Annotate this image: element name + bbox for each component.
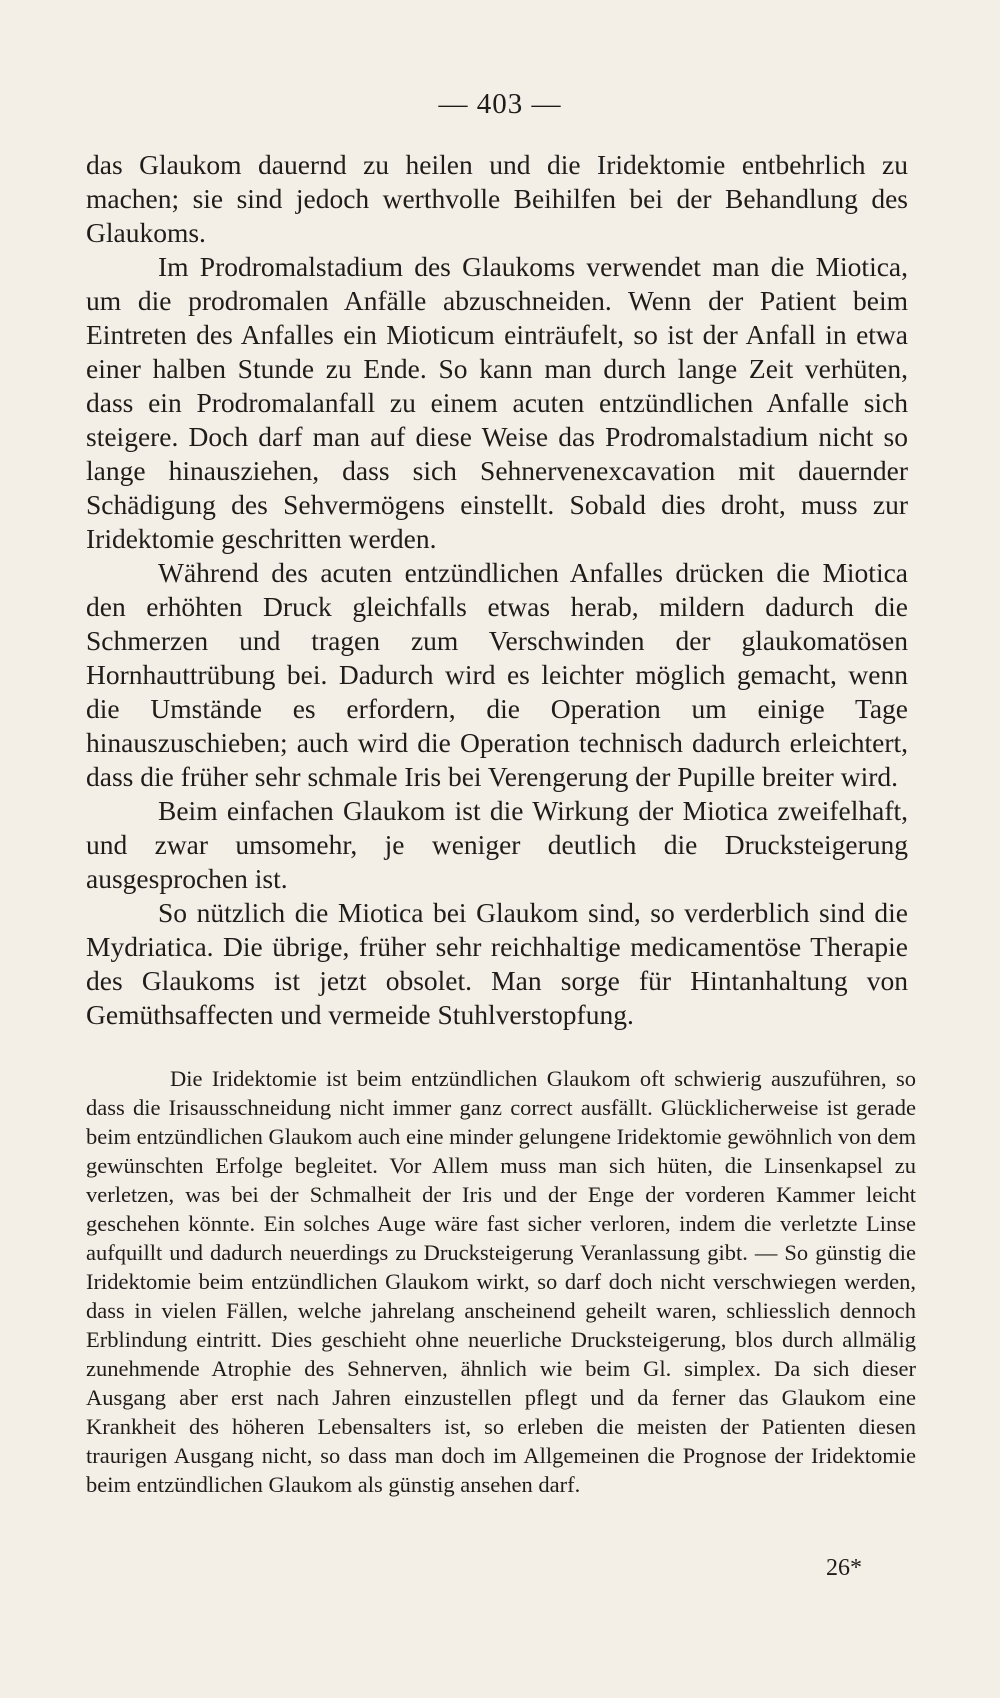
main-text — [86, 148, 908, 1032]
paragraph: So nützlich die Miotica bei Glaukom sind, so verderblich sind die Mydriatica. Die übrige, früher sehr reichhaltige medicamentöse Therapie des Glaukoms ist jetzt obsolet. Man sorge für Hintanhaltung von Gemüthsaffecten und vermeide Stuhlverstopfung. — [86, 897, 908, 1030]
paragraph: Im Prodromalstadium des Glaukoms verwendet man die Miotica, um die prodromalen Anfälle abzuschneiden. Wenn der Patient beim Eintreten des Anfalles ein Mioticum einträufelt, so ist der Anfall in etwa einer halben Stunde zu Ende. So kann man durch lange Zeit verhüten, dass ein Prodromalanfall zu einem acuten entzündlichen Anfalle sich steigere. Doch darf man auf diese Weise das Prodromalstadium nicht so lange hinausziehen, dass sich Sehnervenexcavation mit dauernder Schädigung des Sehvermögens einstellt. Sobald dies droht, muss zur Iridektomie geschritten werden. — [86, 251, 908, 554]
page-number: — 403 — — [438, 88, 562, 120]
signature-mark: 26* — [826, 1555, 862, 1581]
paragraph: Beim einfachen Glaukom ist die Wirkung der Miotica zweifelhaft, und zwar umsomehr, je weniger deutlich die Drucksteigerung ausgesprochen ist. — [86, 795, 908, 894]
footnote-paragraph: Die Iridektomie ist beim entzündlichen Glaukom oft schwierig auszuführen, so dass die Irisausschneidung nicht immer ganz correct ausfällt. Glücklicherweise ist gerade beim entzündlichen Glaukom auch eine minder gelungene Iridektomie gewöhnlich von dem gewünschten Erfolge begleitet. Vor Allem muss man sich hüten, die Linsenkapsel zu verletzen, was bei der Schmalheit der Iris und der Enge der vorderen Kammer leicht geschehen könnte. Ein solches Auge wäre fast sicher verloren, indem die verletzte Linse aufquillt und dadurch neuerdings zu Drucksteigerung Veranlassung gibt. — So günstig die Iridektomie beim entzündlichen Glaukom wirkt, so darf doch nicht verschwiegen werden, dass in vielen Fällen, welche jahrelang anscheinend geheilt waren, schliesslich dennoch Erblindung eintritt. Dies geschieht ohne neuerliche Drucksteigerung, blos durch allmälig zunehmende Atrophie des Sehnerven, ähnlich wie beim Gl. simplex. Da sich dieser Ausgang aber erst nach Jahren einzustellen pflegt und da ferner das Glaukom eine Krankheit des höheren Lebensalters ist, so erleben die meisten der Patienten diesen traurigen Ausgang nicht, so dass man doch im Allgemeinen die Prognose der Iridektomie beim entzündlichen Glaukom als günstig ansehen darf. — [86, 1066, 916, 1497]
paragraph: Während des acuten entzündlichen Anfalles drücken die Miotica den erhöhten Druck gleichfalls etwas herab, mildern dadurch die Schmerzen und tragen zum Verschwinden der glaukomatösen Hornhauttrübung bei. Dadurch wird es leichter möglich gemacht, wenn die Umstände es erfordern, die Operation um einige Tage hinauszuschieben; auch wird die Operation technisch dadurch erleichtert, dass die früher sehr schmale Iris bei Verengerung der Pupille breiter wird. — [86, 557, 908, 792]
paragraph: das Glaukom dauernd zu heilen und die Iridektomie entbehrlich zu machen; sie sind jedoch werthvolle Beihilfen bei der Behandlung des Glaukoms. — [86, 149, 908, 248]
small-print-note — [86, 1064, 916, 1499]
